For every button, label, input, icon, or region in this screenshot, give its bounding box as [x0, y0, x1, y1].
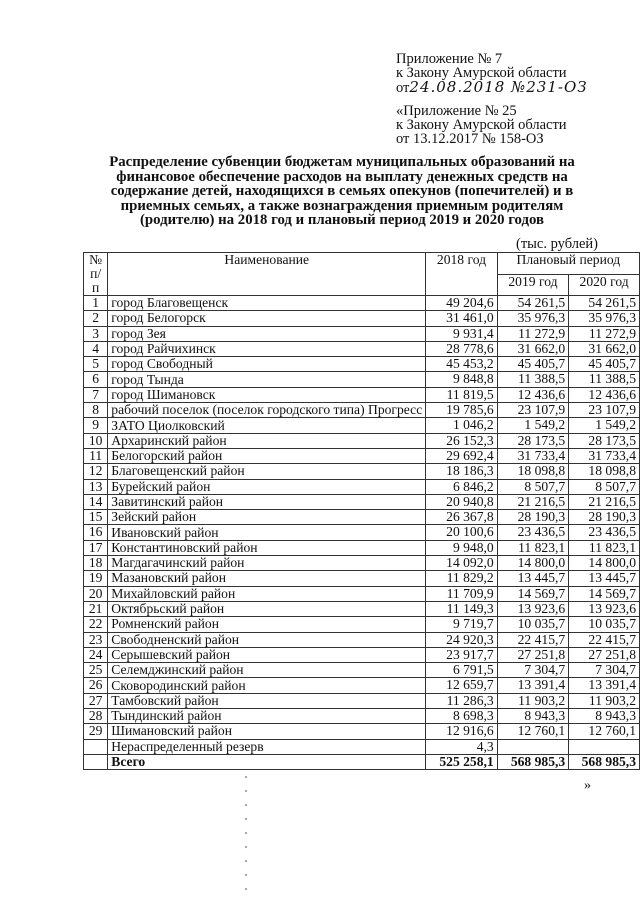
cell-num: 23 — [84, 632, 108, 647]
header-2020: 2020 год — [569, 274, 640, 296]
cell-2020: 11 388,5 — [569, 372, 640, 387]
cell-2019: 11 823,1 — [497, 540, 568, 555]
cell-2019: 1 549,2 — [497, 418, 568, 433]
table-row — [84, 617, 640, 632]
appendix-number: «Приложение № 25 — [396, 103, 517, 119]
cell-num: 1 — [84, 296, 108, 311]
cell-2019: 35 976,3 — [497, 311, 568, 326]
cell-2019: 23 107,9 — [497, 403, 568, 418]
cell-2018: 1 046,2 — [426, 418, 497, 433]
cell-2020: 13 445,7 — [569, 571, 640, 586]
table-row — [84, 754, 640, 769]
cell-name: город Тында — [108, 372, 426, 387]
cell-2018: 8 698,3 — [426, 709, 497, 724]
cell-num: 12 — [84, 464, 108, 479]
cell-num: 4 — [84, 341, 108, 356]
appendix-header-old — [396, 104, 567, 146]
cell-name: Ромненский район — [108, 617, 426, 632]
cell-2020: 21 216,5 — [569, 494, 640, 509]
table-row — [84, 601, 640, 616]
cell-name: Серышевский район — [108, 647, 426, 662]
cell-name: Мазановский район — [108, 571, 426, 586]
cell-name: Бурейский район — [108, 479, 426, 494]
cell-name: Ивановский район — [108, 525, 426, 540]
cell-2018: 26 367,8 — [426, 510, 497, 525]
table-row — [84, 678, 640, 693]
table-row — [84, 357, 640, 372]
cell-2020: 22 415,7 — [569, 632, 640, 647]
cell-2019: 12 436,6 — [497, 387, 568, 402]
appendix-header-new — [396, 52, 588, 95]
cell-num: 15 — [84, 510, 108, 525]
cell-2018: 31 461,0 — [426, 311, 497, 326]
cell-name: город Свободный — [108, 357, 426, 372]
header-2018: 2018 год — [426, 253, 497, 296]
cell-2019: 10 035,7 — [497, 617, 568, 632]
cell-name: город Шимановск — [108, 387, 426, 402]
cell-num — [84, 754, 108, 769]
cell-2019: 27 251,8 — [497, 647, 568, 662]
cell-name: ЗАТО Циолковский — [108, 418, 426, 433]
cell-2018: 23 917,7 — [426, 647, 497, 662]
cell-name: Архаринский район — [108, 433, 426, 448]
cell-name: Октябрьский район — [108, 601, 426, 616]
cell-name: город Благовещенск — [108, 296, 426, 311]
table-row — [84, 464, 640, 479]
header-planned-period: Плановый период — [497, 253, 639, 275]
table-row — [84, 479, 640, 494]
cell-2018: 6 846,2 — [426, 479, 497, 494]
cell-2020: 14 800,0 — [569, 556, 640, 571]
cell-2020: 8 943,3 — [569, 709, 640, 724]
cell-name: город Райчихинск — [108, 341, 426, 356]
appendix-number: Приложение № 7 — [396, 51, 503, 67]
cell-2020: 23 436,5 — [569, 525, 640, 540]
cell-name: Белогорский район — [108, 448, 426, 463]
table-row — [84, 525, 640, 540]
cell-2020: 11 823,1 — [569, 540, 640, 555]
cell-2020: 27 251,8 — [569, 647, 640, 662]
cell-name: Селемджинский район — [108, 663, 426, 678]
header-2019: 2019 год — [497, 274, 568, 296]
cell-num: 14 — [84, 494, 108, 509]
cell-num: 27 — [84, 693, 108, 708]
cell-2020: 13 391,4 — [569, 678, 640, 693]
appendix-law: к Закону Амурской области — [396, 65, 567, 81]
cell-num: 13 — [84, 479, 108, 494]
cell-name: Нераспределенный резерв — [108, 739, 426, 754]
table-row — [84, 709, 640, 724]
cell-num: 3 — [84, 326, 108, 341]
appendix-date: от 13.12.2017 № 158-ОЗ — [396, 131, 544, 147]
cell-name: Зейский район — [108, 510, 426, 525]
cell-2020: 11 272,9 — [569, 326, 640, 341]
document-title: Распределение субвенции бюджетам муниципальных образований на финансовое обеспечение расходов на выплату денежных средств на содержание детей, находящихся в семьях опекунов (попечителей) и в приемных семьях, а также вознаграждения приемным родителям (родителю) на 2018 год и плановый период 2019 и 2020 годов — [109, 154, 575, 229]
cell-num: 18 — [84, 556, 108, 571]
cell-2018: 20 100,6 — [426, 525, 497, 540]
cell-num: 6 — [84, 372, 108, 387]
closing-quote: » — [584, 778, 591, 793]
cell-2018: 11 709,9 — [426, 586, 497, 601]
cell-2019: 14 800,0 — [497, 556, 568, 571]
cell-2018: 45 453,2 — [426, 357, 497, 372]
cell-2018: 12 916,6 — [426, 724, 497, 739]
cell-2018: 9 848,8 — [426, 372, 497, 387]
table-row — [84, 494, 640, 509]
cell-2018: 9 931,4 — [426, 326, 497, 341]
cell-num: 16 — [84, 525, 108, 540]
table-row — [84, 647, 640, 662]
table-row — [84, 341, 640, 356]
cell-2018: 18 186,3 — [426, 464, 497, 479]
cell-2018: 11 829,2 — [426, 571, 497, 586]
cell-2020: 45 405,7 — [569, 357, 640, 372]
cell-num: 8 — [84, 403, 108, 418]
cell-name: Михайловский район — [108, 586, 426, 601]
subsidy-table — [83, 252, 640, 770]
cell-num: 29 — [84, 724, 108, 739]
table-row — [84, 372, 640, 387]
cell-name: Шимановский район — [108, 724, 426, 739]
cell-2018: 24 920,3 — [426, 632, 497, 647]
cell-name: Тындинский район — [108, 709, 426, 724]
cell-2019: 14 569,7 — [497, 586, 568, 601]
cell-num: 20 — [84, 586, 108, 601]
cell-2018: 11 819,5 — [426, 387, 497, 402]
cell-2019: 22 415,7 — [497, 632, 568, 647]
cell-2018: 20 940,8 — [426, 494, 497, 509]
cell-2019: 21 216,5 — [497, 494, 568, 509]
cell-name: рабочий поселок (поселок городского типа) Прогресс — [108, 403, 426, 418]
cell-2020: 10 035,7 — [569, 617, 640, 632]
cell-2019: 11 903,2 — [497, 693, 568, 708]
cell-name: Сковородинский район — [108, 678, 426, 693]
cell-num: 24 — [84, 647, 108, 662]
table-row — [84, 433, 640, 448]
cell-2020: 1 549,2 — [569, 418, 640, 433]
cell-name: Благовещенский район — [108, 464, 426, 479]
cell-num: 25 — [84, 663, 108, 678]
table-row — [84, 296, 640, 311]
cell-name: Всего — [108, 754, 426, 769]
cell-2020: 54 261,5 — [569, 296, 640, 311]
header-num: № п/п — [84, 253, 108, 296]
table-row — [84, 510, 640, 525]
table-row — [84, 403, 640, 418]
cell-2020: 35 976,3 — [569, 311, 640, 326]
cell-num: 22 — [84, 617, 108, 632]
cell-name: Тамбовский район — [108, 693, 426, 708]
cell-2019: 11 272,9 — [497, 326, 568, 341]
cell-2018: 9 948,0 — [426, 540, 497, 555]
cell-2020: 18 098,8 — [569, 464, 640, 479]
table-row — [84, 418, 640, 433]
cell-2019: 45 405,7 — [497, 357, 568, 372]
cell-2019: 28 190,3 — [497, 510, 568, 525]
cell-num: 2 — [84, 311, 108, 326]
cell-2019: 7 304,7 — [497, 663, 568, 678]
cell-2020: 568 985,3 — [569, 754, 640, 769]
appendix-law: к Закону Амурской области — [396, 117, 567, 133]
cell-num: 21 — [84, 601, 108, 616]
cell-2019: 13 391,4 — [497, 678, 568, 693]
cell-num: 5 — [84, 357, 108, 372]
cell-num: 28 — [84, 709, 108, 724]
cell-2019 — [497, 739, 568, 754]
table-row — [84, 724, 640, 739]
cell-2019: 31 662,0 — [497, 341, 568, 356]
cell-num: 17 — [84, 540, 108, 555]
units-label: (тыс. рублей) — [516, 236, 598, 252]
cell-2019: 568 985,3 — [497, 754, 568, 769]
table-row — [84, 311, 640, 326]
table-row — [84, 387, 640, 402]
cell-2018: 14 092,0 — [426, 556, 497, 571]
table-row — [84, 571, 640, 586]
cell-2020: 31 733,4 — [569, 448, 640, 463]
cell-2020: 31 662,0 — [569, 341, 640, 356]
table-row — [84, 326, 640, 341]
appendix-date: от24.08.2018 №231-ОЗ — [396, 78, 588, 96]
cell-2019: 54 261,5 — [497, 296, 568, 311]
cell-2020: 12 436,6 — [569, 387, 640, 402]
cell-2019: 31 733,4 — [497, 448, 568, 463]
table-row — [84, 739, 640, 754]
cell-num: 7 — [84, 387, 108, 402]
handwritten-date-number: 24.08.2018 №231-ОЗ — [409, 78, 588, 96]
cell-2018: 19 785,6 — [426, 403, 497, 418]
cell-2018: 49 204,6 — [426, 296, 497, 311]
table-body — [84, 296, 640, 770]
cell-num: 9 — [84, 418, 108, 433]
cell-2018: 6 791,5 — [426, 663, 497, 678]
cell-name: Завитинский район — [108, 494, 426, 509]
cell-2020: 11 903,2 — [569, 693, 640, 708]
header-name: Наименование — [108, 253, 426, 296]
cell-2019: 13 445,7 — [497, 571, 568, 586]
cell-2018: 11 149,3 — [426, 601, 497, 616]
cell-num: 26 — [84, 678, 108, 693]
cell-2020: 14 569,7 — [569, 586, 640, 601]
table-row — [84, 632, 640, 647]
cell-num — [84, 739, 108, 754]
cell-2019: 8 943,3 — [497, 709, 568, 724]
cell-2019: 8 507,7 — [497, 479, 568, 494]
cell-2018: 525 258,1 — [426, 754, 497, 769]
cell-2019: 11 388,5 — [497, 372, 568, 387]
cell-2018: 26 152,3 — [426, 433, 497, 448]
cell-2020: 12 760,1 — [569, 724, 640, 739]
cell-num: 10 — [84, 433, 108, 448]
cell-name: город Белогорск — [108, 311, 426, 326]
table-row — [84, 663, 640, 678]
cell-name: Константиновский район — [108, 540, 426, 555]
cell-2019: 28 173,5 — [497, 433, 568, 448]
cell-2018: 12 659,7 — [426, 678, 497, 693]
cell-name: Магдагачинский район — [108, 556, 426, 571]
cell-num: 11 — [84, 448, 108, 463]
table-row — [84, 586, 640, 601]
scan-artifact-dots — [245, 776, 247, 896]
cell-2019: 23 436,5 — [497, 525, 568, 540]
table-row — [84, 556, 640, 571]
table-row — [84, 693, 640, 708]
table-row — [84, 540, 640, 555]
cell-2020: 23 107,9 — [569, 403, 640, 418]
table-row — [84, 448, 640, 463]
cell-2019: 12 760,1 — [497, 724, 568, 739]
cell-2018: 11 286,3 — [426, 693, 497, 708]
cell-name: город Зея — [108, 326, 426, 341]
cell-2018: 29 692,4 — [426, 448, 497, 463]
cell-2018: 28 778,6 — [426, 341, 497, 356]
cell-2020: 13 923,6 — [569, 601, 640, 616]
cell-2020 — [569, 739, 640, 754]
cell-num: 19 — [84, 571, 108, 586]
cell-2020: 7 304,7 — [569, 663, 640, 678]
cell-name: Свободненский район — [108, 632, 426, 647]
cell-2020: 28 173,5 — [569, 433, 640, 448]
cell-2019: 18 098,8 — [497, 464, 568, 479]
cell-2018: 9 719,7 — [426, 617, 497, 632]
cell-2020: 28 190,3 — [569, 510, 640, 525]
cell-2020: 8 507,7 — [569, 479, 640, 494]
cell-2019: 13 923,6 — [497, 601, 568, 616]
cell-2018: 4,3 — [426, 739, 497, 754]
